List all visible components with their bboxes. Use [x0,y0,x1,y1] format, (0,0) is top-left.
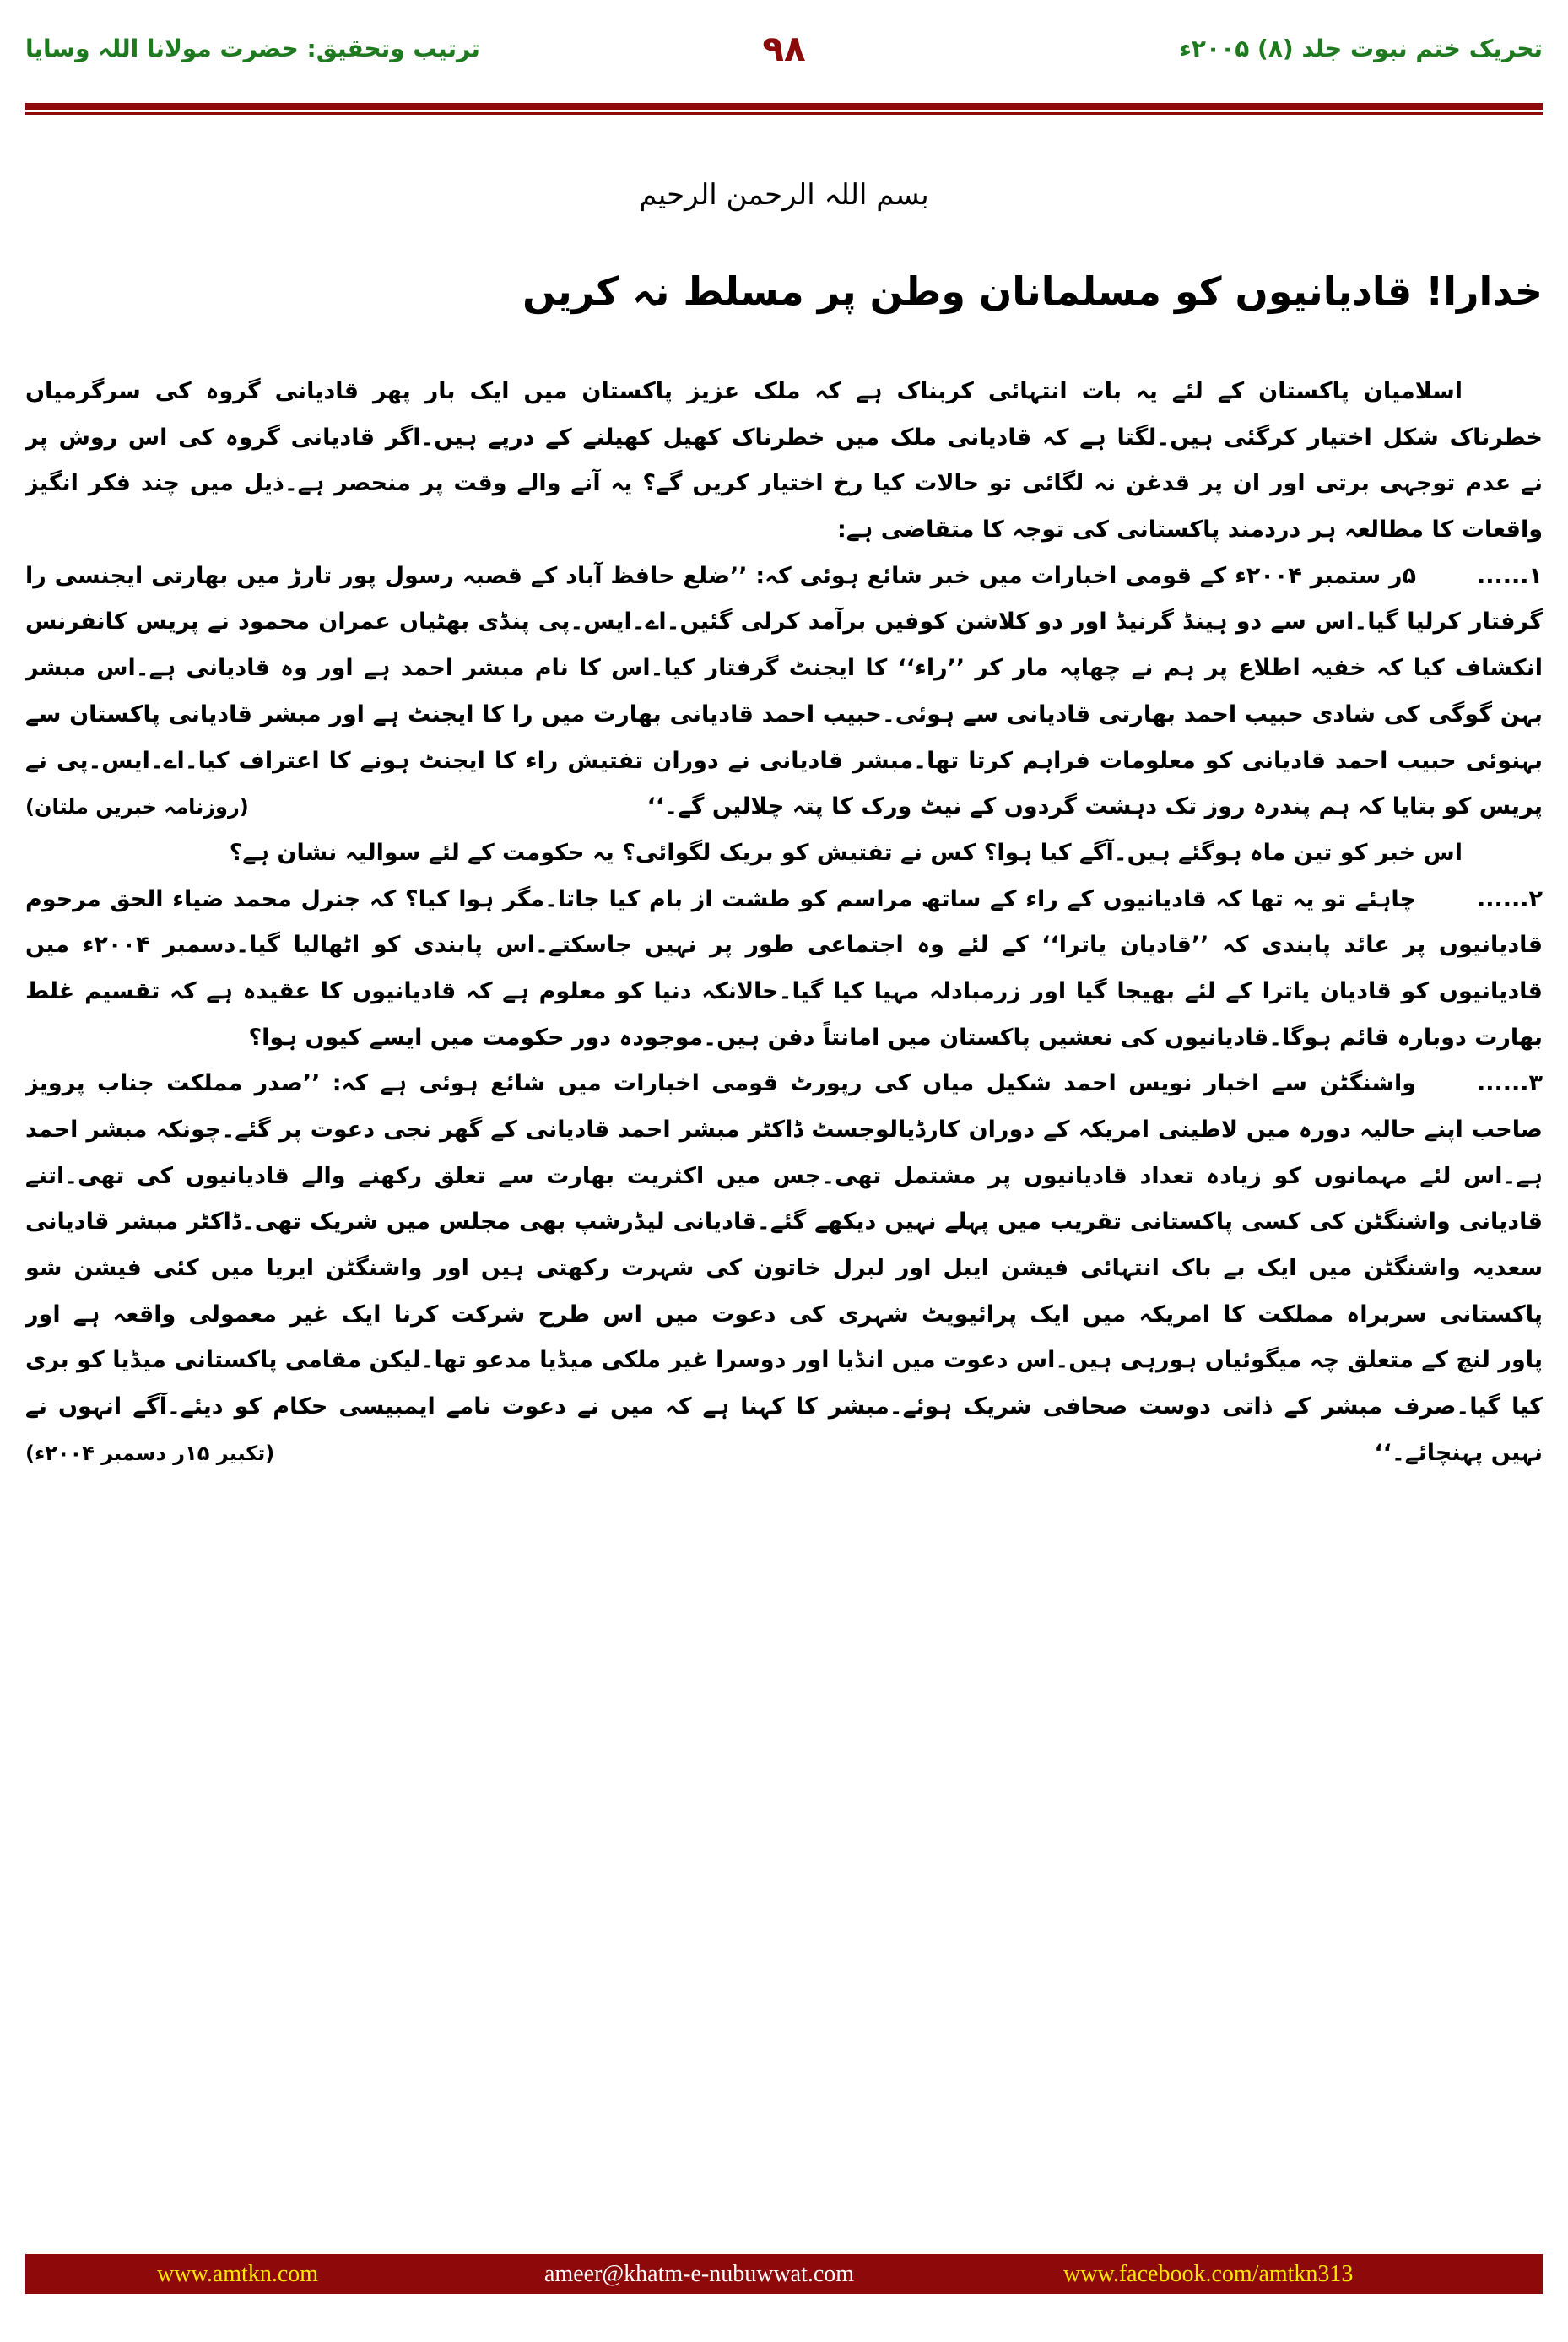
text-line [25,507,1543,554]
text-line [25,969,1543,1015]
line-text: اس خبر کو تین ماہ ہوگئے ہیں۔آگے کیا ہوا؟ کس نے تفتیش کو بریک لگوائی؟ یہ حکومت کے لئے سوالیہ نشان ہے؟ [229,839,1463,866]
text-line [25,369,1543,415]
line-text: بہنوئی حبیب احمد قادیانی کو معلومات فراہم کرتا تھا۔مبشر قادیانی نے دوران تفتیش راء کا ایجنٹ ہونے کا اعتراف کیا۔اے۔ایس۔پی نے [25,747,1543,774]
footer-bar [25,2254,1543,2294]
source-citation: (تکبیر ۱۵ر دسمبر ۲۰۰۴ء) [25,1441,275,1465]
line-text: واشنگٹن سے اخبار نویس احمد شکیل میاں کی رپورٹ قومی اخبارات میں شائع ہوئی ہے کہ: ’’صدر مملکت جناب پرویز [25,1070,1416,1097]
source-citation: (روزنامہ خبریں ملتان) [25,795,249,819]
text-line [25,554,1543,600]
header-rule-thick [25,103,1543,110]
text-line [25,599,1543,646]
text-line [25,1338,1543,1384]
line-text: ۵ر ستمبر ۲۰۰۴ء کے قومی اخبارات میں خبر شائع ہوئی کہ: ’’ضلع حافظ آباد کے قصبہ رسول پور تارڑ میں بھارتی ایجنسی را [25,562,1417,589]
line-text: کیا گیا۔صرف مبشر کے ذاتی دوست صحافی شریک ہوئے۔مبشر کا کہنا ہے کہ میں نے دعوت نامے ایمبیسی حکام کو دیئے۔آگے انہوں نے [25,1393,1543,1420]
line-text: پریس کو بتایا کہ ہم پندرہ روز تک دہشت گردوں کے نیٹ ورک کا پتہ چلالیں گے۔‘‘ [646,793,1543,820]
text-line [25,1154,1543,1200]
line-text: نے عدم توجہی برتی اور ان پر قدغن نہ لگائی تو حالات کیا رخ اختیار کریں گے؟ یہ آنے والے وقت پر منحصر ہے۔ذیل میں چند فکر انگیز [25,470,1543,497]
text-line [25,1431,1543,1477]
line-text: پاور لنچ کے متعلق چہ میگوئیاں ہورہی ہیں۔اس دعوت میں انڈیا اور دوسرا غیر ملکی میڈیا مدعو تھا۔لیکن مقامی پاکستانی میڈیا کو بری [25,1347,1543,1374]
book-title-header: تحریک ختم نبوت جلد (۸) ۲۰۰۵ء [1179,35,1543,62]
text-line [25,1199,1543,1246]
line-text: قادیانیوں پر عائد پابندی کہ ’’قادیان یاترا‘‘ کے لئے وہ اجتماعی طور پر نہیں جاسکتے۔اس پابندی کو اٹھالیا گیا۔دسمبر ۲۰۰۴ء میں [25,932,1543,959]
text-line [25,1246,1543,1292]
text-line [25,646,1543,692]
line-text: واقعات کا مطالعہ ہر دردمند پاکستانی کی توجہ کا متقاضی ہے: [836,517,1543,544]
line-text: سعدیہ واشنگٹن میں ایک بے باک انتہائی فیشن ایبل اور لبرل خاتون کی شہرت رکھتی ہیں اور واشنگٹن ایریا میں کئی فیشن شو [25,1255,1543,1282]
line-text: صاحب اپنے حالیہ دورہ میں لاطینی امریکہ کے دوران کارڈیالوجسٹ ڈاکٹر مبشر احمد قادیانی کے گھر نجی دعوت پر گئے۔چونکہ مبشر احمد [25,1117,1543,1143]
text-line [25,415,1543,462]
text-line [25,784,1543,830]
line-text: اسلامیان پاکستان کے لئے یہ بات انتہائی کربناک ہے کہ ملک عزیز پاکستان میں ایک بار پھر قادیانی گروہ کی سرگرمیاں [25,378,1463,404]
compiler-header: ترتیب وتحقیق: حضرت مولانا اللہ وسایا [25,35,480,62]
header-rule-thin [25,112,1543,115]
page-number: ۹۸ [762,28,806,69]
line-text: بہن گوگی کی شادی حبیب احمد بھارتی قادیانی سے ہوئی۔حبیب احمد قادیانی بھارت میں را کا ایجنٹ ہے اور مبشر قادیانی پاکستان سے [25,700,1543,727]
article-body [25,369,1543,1477]
text-line [25,1292,1543,1339]
item-number: ۳...... [1476,1070,1543,1097]
line-text: قادیانی واشنگٹن کی کسی پاکستانی تقریب میں پہلے نہیں دیکھے گئے۔قادیانی لیڈرشپ بھی مجلس میں شریک تھی۔ڈاکٹر مبشر قادیانی [25,1209,1543,1236]
line-text: انکشاف کیا کہ خفیہ اطلاع پر ہم نے چھاپہ مار کر ’’راء‘‘ کا ایجنٹ گرفتار کیا۔اس کا نام مبشر احمد ہے اور وہ قادیانی ہے۔اس مبشر [25,655,1543,682]
text-line [25,922,1543,969]
text-line [25,738,1543,785]
line-text: گرفتار کرلیا گیا۔اس سے دو ہینڈ گرنیڈ اور دو کلاشن کوفیں برآمد کرلی گئیں۔اے۔ایس۔پی پنڈی بھٹیاں عمران محمود نے پریس کانفرنس [25,608,1543,636]
text-line [25,830,1543,877]
line-text: نہیں پہنچائے۔‘‘ [1374,1439,1543,1466]
text-line [25,1384,1543,1431]
line-text: خطرناک شکل اختیار کرگئی ہیں۔لگتا ہے کہ قادیانی ملک میں خطرناک کھیل کھیلنے کے درپے ہیں۔اگر قادیانی گروہ کی اس روش پر [25,424,1543,451]
text-line [25,1107,1543,1154]
item-number: ۱...... [1476,562,1543,589]
text-line [25,461,1543,507]
line-text: ہے۔اس لئے مہمانوں کو زیادہ تعداد قادیانیوں پر مشتمل تھی۔جس میں اکثریت بھارت سے تعلق رکھنے والے قادیانیوں کی تھی۔اتنے [25,1162,1543,1189]
text-line [25,1015,1543,1062]
line-text: بھارت دوبارہ قائم ہوگا۔قادیانیوں کی نعشیں پاکستان میں امانتاً دفن ہیں۔موجودہ دور حکومت میں ایسے کیوں ہوا؟ [248,1024,1543,1051]
email-link[interactable]: ameer@khatm-e-nubuwwat.com [544,2261,855,2287]
website-link[interactable]: www.amtkn.com [157,2261,319,2287]
text-line [25,1061,1543,1107]
text-line [25,692,1543,738]
line-text: قادیانیوں کو قادیان یاترا کے لئے بھیجا گیا اور زرمبادلہ مہیا کیا گیا۔حالانکہ دنیا کو معلوم ہے کہ قادیانیوں کا عقیدہ ہے کہ تقسیم غلط [25,977,1543,1004]
article-title: خدارا! قادیانیوں کو مسلمانان وطن پر مسلط نہ کریں [522,268,1543,314]
text-line [25,877,1543,923]
line-text: پاکستانی سربراہ مملکت کا امریکہ میں ایک پرائیویٹ شہری کی دعوت میں اس طرح شرکت کرنا ایک غیر معمولی واقعہ ہے اور [25,1301,1543,1328]
line-text: چاہئے تو یہ تھا کہ قادیانیوں کے راء کے ساتھ مراسم کو طشت از بام کیا جاتا۔مگر ہوا کیا؟ کہ جنرل محمد ضیاء الحق مرحوم [25,885,1416,912]
bismillah: بسم اللہ الرحمن الرحیم [639,178,929,212]
facebook-link[interactable]: www.facebook.com/amtkn313 [1063,2261,1354,2287]
item-number: ۲...... [1476,885,1543,912]
